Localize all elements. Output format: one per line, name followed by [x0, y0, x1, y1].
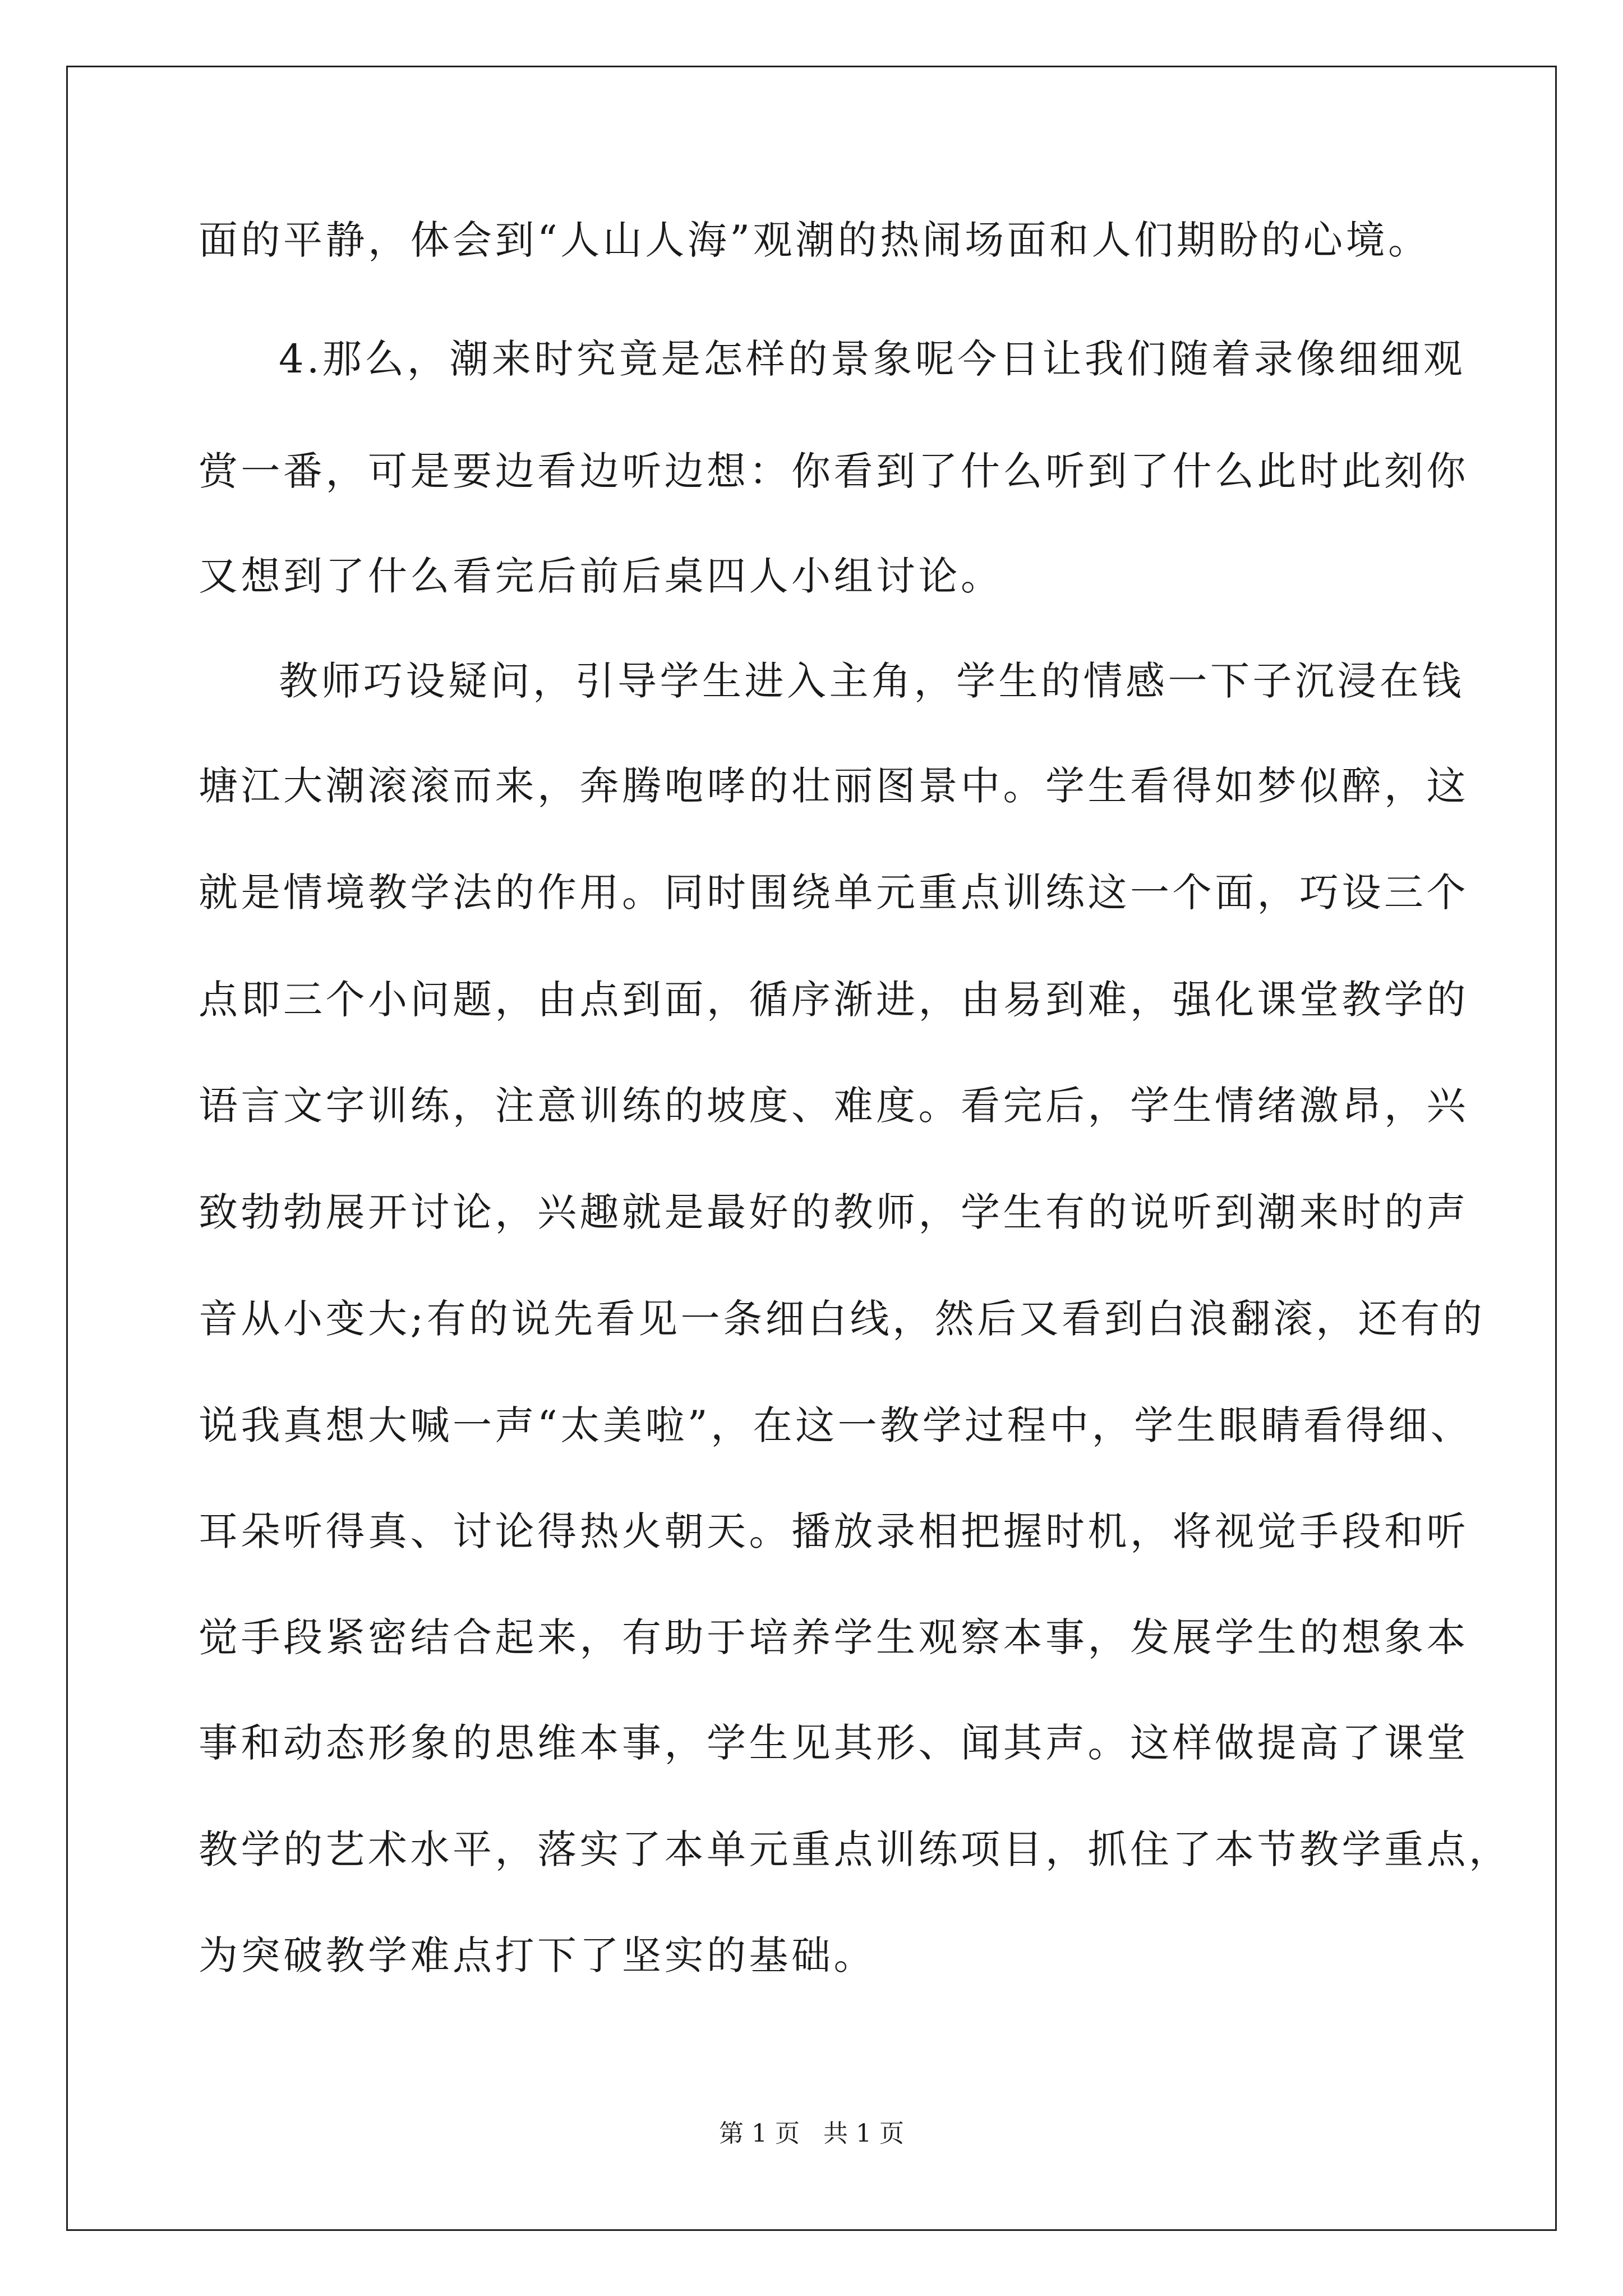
- text-line: 事和动态形象的思维本事，学生见其形、闻其声。这样做提高了课堂: [199, 1720, 1469, 1766]
- text-line: 语言文字训练，注意训练的坡度、难度。看完后，学生情绪激昂，兴: [199, 1083, 1469, 1129]
- text-line: 4.那么，潮来时究竟是怎样的景象呢今日让我们随着录像细细观: [279, 336, 1466, 382]
- page-number-footer: 第 1 页 共 1 页: [719, 2119, 904, 2148]
- text-line: 教学的艺术水平，落实了本单元重点训练项目，抓住了本节教学重点，: [199, 1826, 1511, 1872]
- text-line: 说我真想大喊一声“太美啦”，在这一教学过程中，学生眼睛看得细、: [199, 1402, 1473, 1448]
- text-line: 教师巧设疑问，引导学生进入主角，学生的情感一下子沉浸在钱: [279, 658, 1464, 704]
- page-border: [66, 66, 1557, 2231]
- text-line: 致勃勃展开讨论，兴趣就是最好的教师，学生有的说听到潮来时的声: [199, 1189, 1469, 1235]
- text-line: 音从小变大;有的说先看见一条细白线，然后又看到白浪翻滚，还有的: [199, 1296, 1486, 1342]
- text-line: 又想到了什么看完后前后桌四人小组讨论。: [199, 553, 1003, 599]
- text-line: 觉手段紧密结合起来，有助于培养学生观察本事，发展学生的想象本: [199, 1614, 1469, 1660]
- text-line: 塘江大潮滚滚而来，奔腾咆哮的壮丽图景中。学生看得如梦似醉，这: [199, 763, 1469, 809]
- text-line: 赏一番，可是要边看边听边想：你看到了什么听到了什么此时此刻你: [199, 448, 1469, 494]
- text-line: 点即三个小问题，由点到面，循序渐进，由易到难，强化课堂教学的: [199, 977, 1469, 1023]
- text-line: 耳朵听得真、讨论得热火朝天。播放录相把握时机，将视觉手段和听: [199, 1508, 1469, 1554]
- text-line: 就是情境教学法的作用。同时围绕单元重点训练这一个面，巧设三个: [199, 869, 1469, 915]
- text-line: 为突破教学难点打下了坚实的基础。: [199, 1932, 876, 1978]
- text-line: 面的平静，体会到“人山人海”观潮的热闹场面和人们期盼的心境。: [199, 217, 1431, 263]
